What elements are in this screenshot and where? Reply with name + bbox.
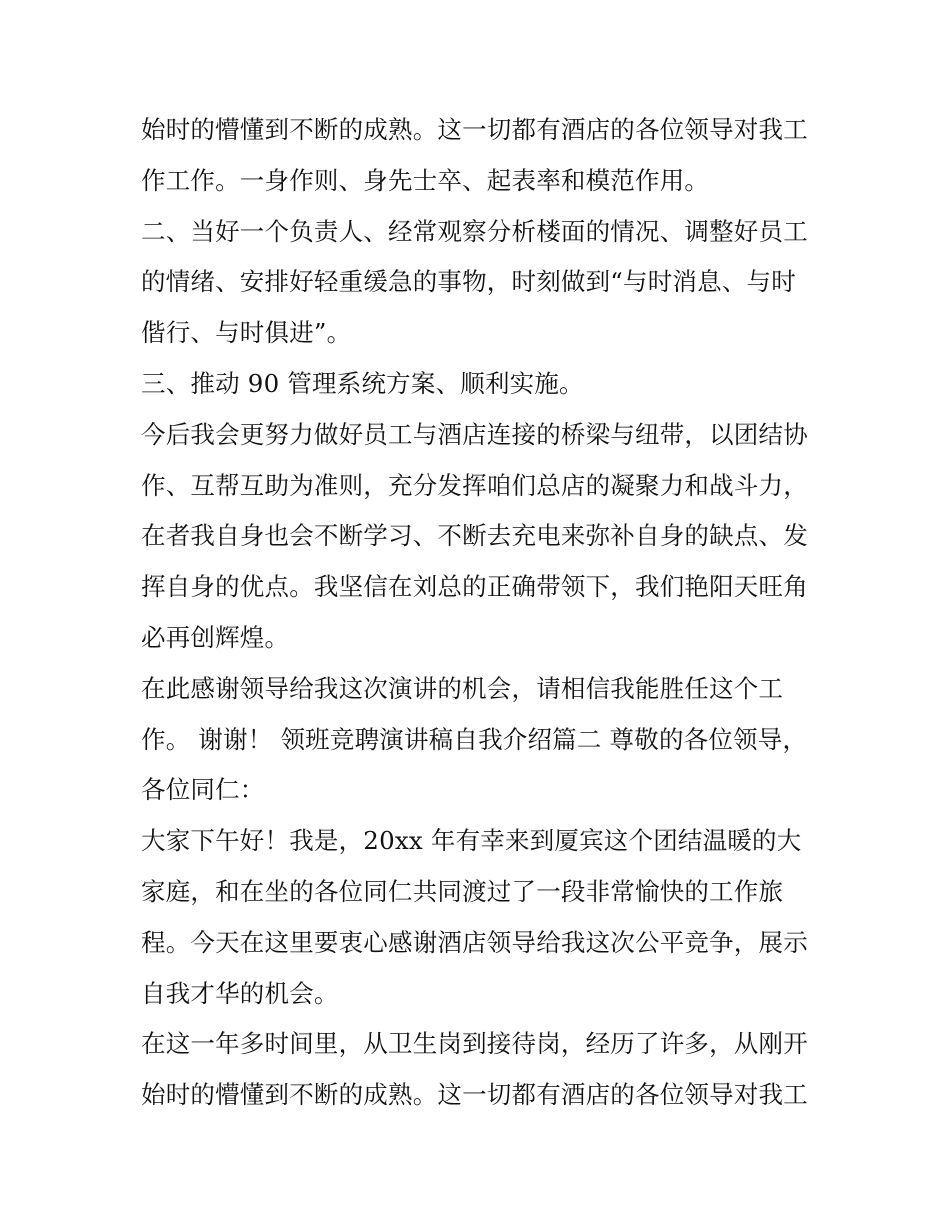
text-line: 作工作。一身作则、身先士卒、起表率和模范作用。 bbox=[141, 165, 710, 195]
text-line: 二、当好一个负责人、经常观察分析楼面的情况、调整好员工 bbox=[141, 216, 808, 246]
text-line: 作。 谢谢！ 领班竞聘演讲稿自我介绍篇二 尊敬的各位领导， bbox=[141, 724, 808, 754]
text-line: 偕行、与时俱进”。 bbox=[141, 318, 352, 348]
text-line: 始时的懵懂到不断的成熟。这一切都有酒店的各位领导对我工 bbox=[141, 1080, 808, 1110]
text-line: 大家下午好！我是，20xx 年有幸来到厦宾这个团结温暖的大 bbox=[141, 826, 802, 856]
text-line: 各位同仁： bbox=[141, 775, 265, 805]
text-line: 在者我自身也会不断学习、不断去充电来弥补自身的缺点、发 bbox=[141, 521, 808, 551]
text-line: 作、互帮互助为准则，充分发挥咱们总店的凝聚力和战斗力， bbox=[141, 470, 808, 500]
text-line: 始时的懵懂到不断的成熟。这一切都有酒店的各位领导对我工 bbox=[141, 115, 808, 144]
text-line: 必再创辉煌。 bbox=[141, 622, 290, 652]
text-line: 的情绪、安排好轻重缓急的事物，时刻做到“与时消息、与时 bbox=[141, 267, 796, 297]
text-line: 在此感谢领导给我这次演讲的机会，请相信我能胜任这个工 bbox=[141, 673, 784, 703]
document-body bbox=[141, 105, 821, 1121]
text-line: 自我才华的机会。 bbox=[141, 978, 339, 1008]
text-line: 家庭，和在坐的各位同仁共同渡过了一段非常愉快的工作旅 bbox=[141, 876, 784, 906]
text-line: 在这一年多时间里，从卫生岗到接待岗，经历了许多，从刚开 bbox=[141, 1029, 808, 1059]
text-line: 三、推动 90 管理系统方案、顺利实施。 bbox=[141, 368, 584, 398]
text-line: 今后我会更努力做好员工与酒店连接的桥梁与纽带，以团结协 bbox=[141, 419, 808, 449]
text-line: 程。今天在这里要衷心感谢酒店领导给我这次公平竞争，展示 bbox=[141, 927, 808, 957]
text-line: 挥自身的优点。我坚信在刘总的正确带领下，我们艳阳天旺角 bbox=[141, 572, 808, 602]
